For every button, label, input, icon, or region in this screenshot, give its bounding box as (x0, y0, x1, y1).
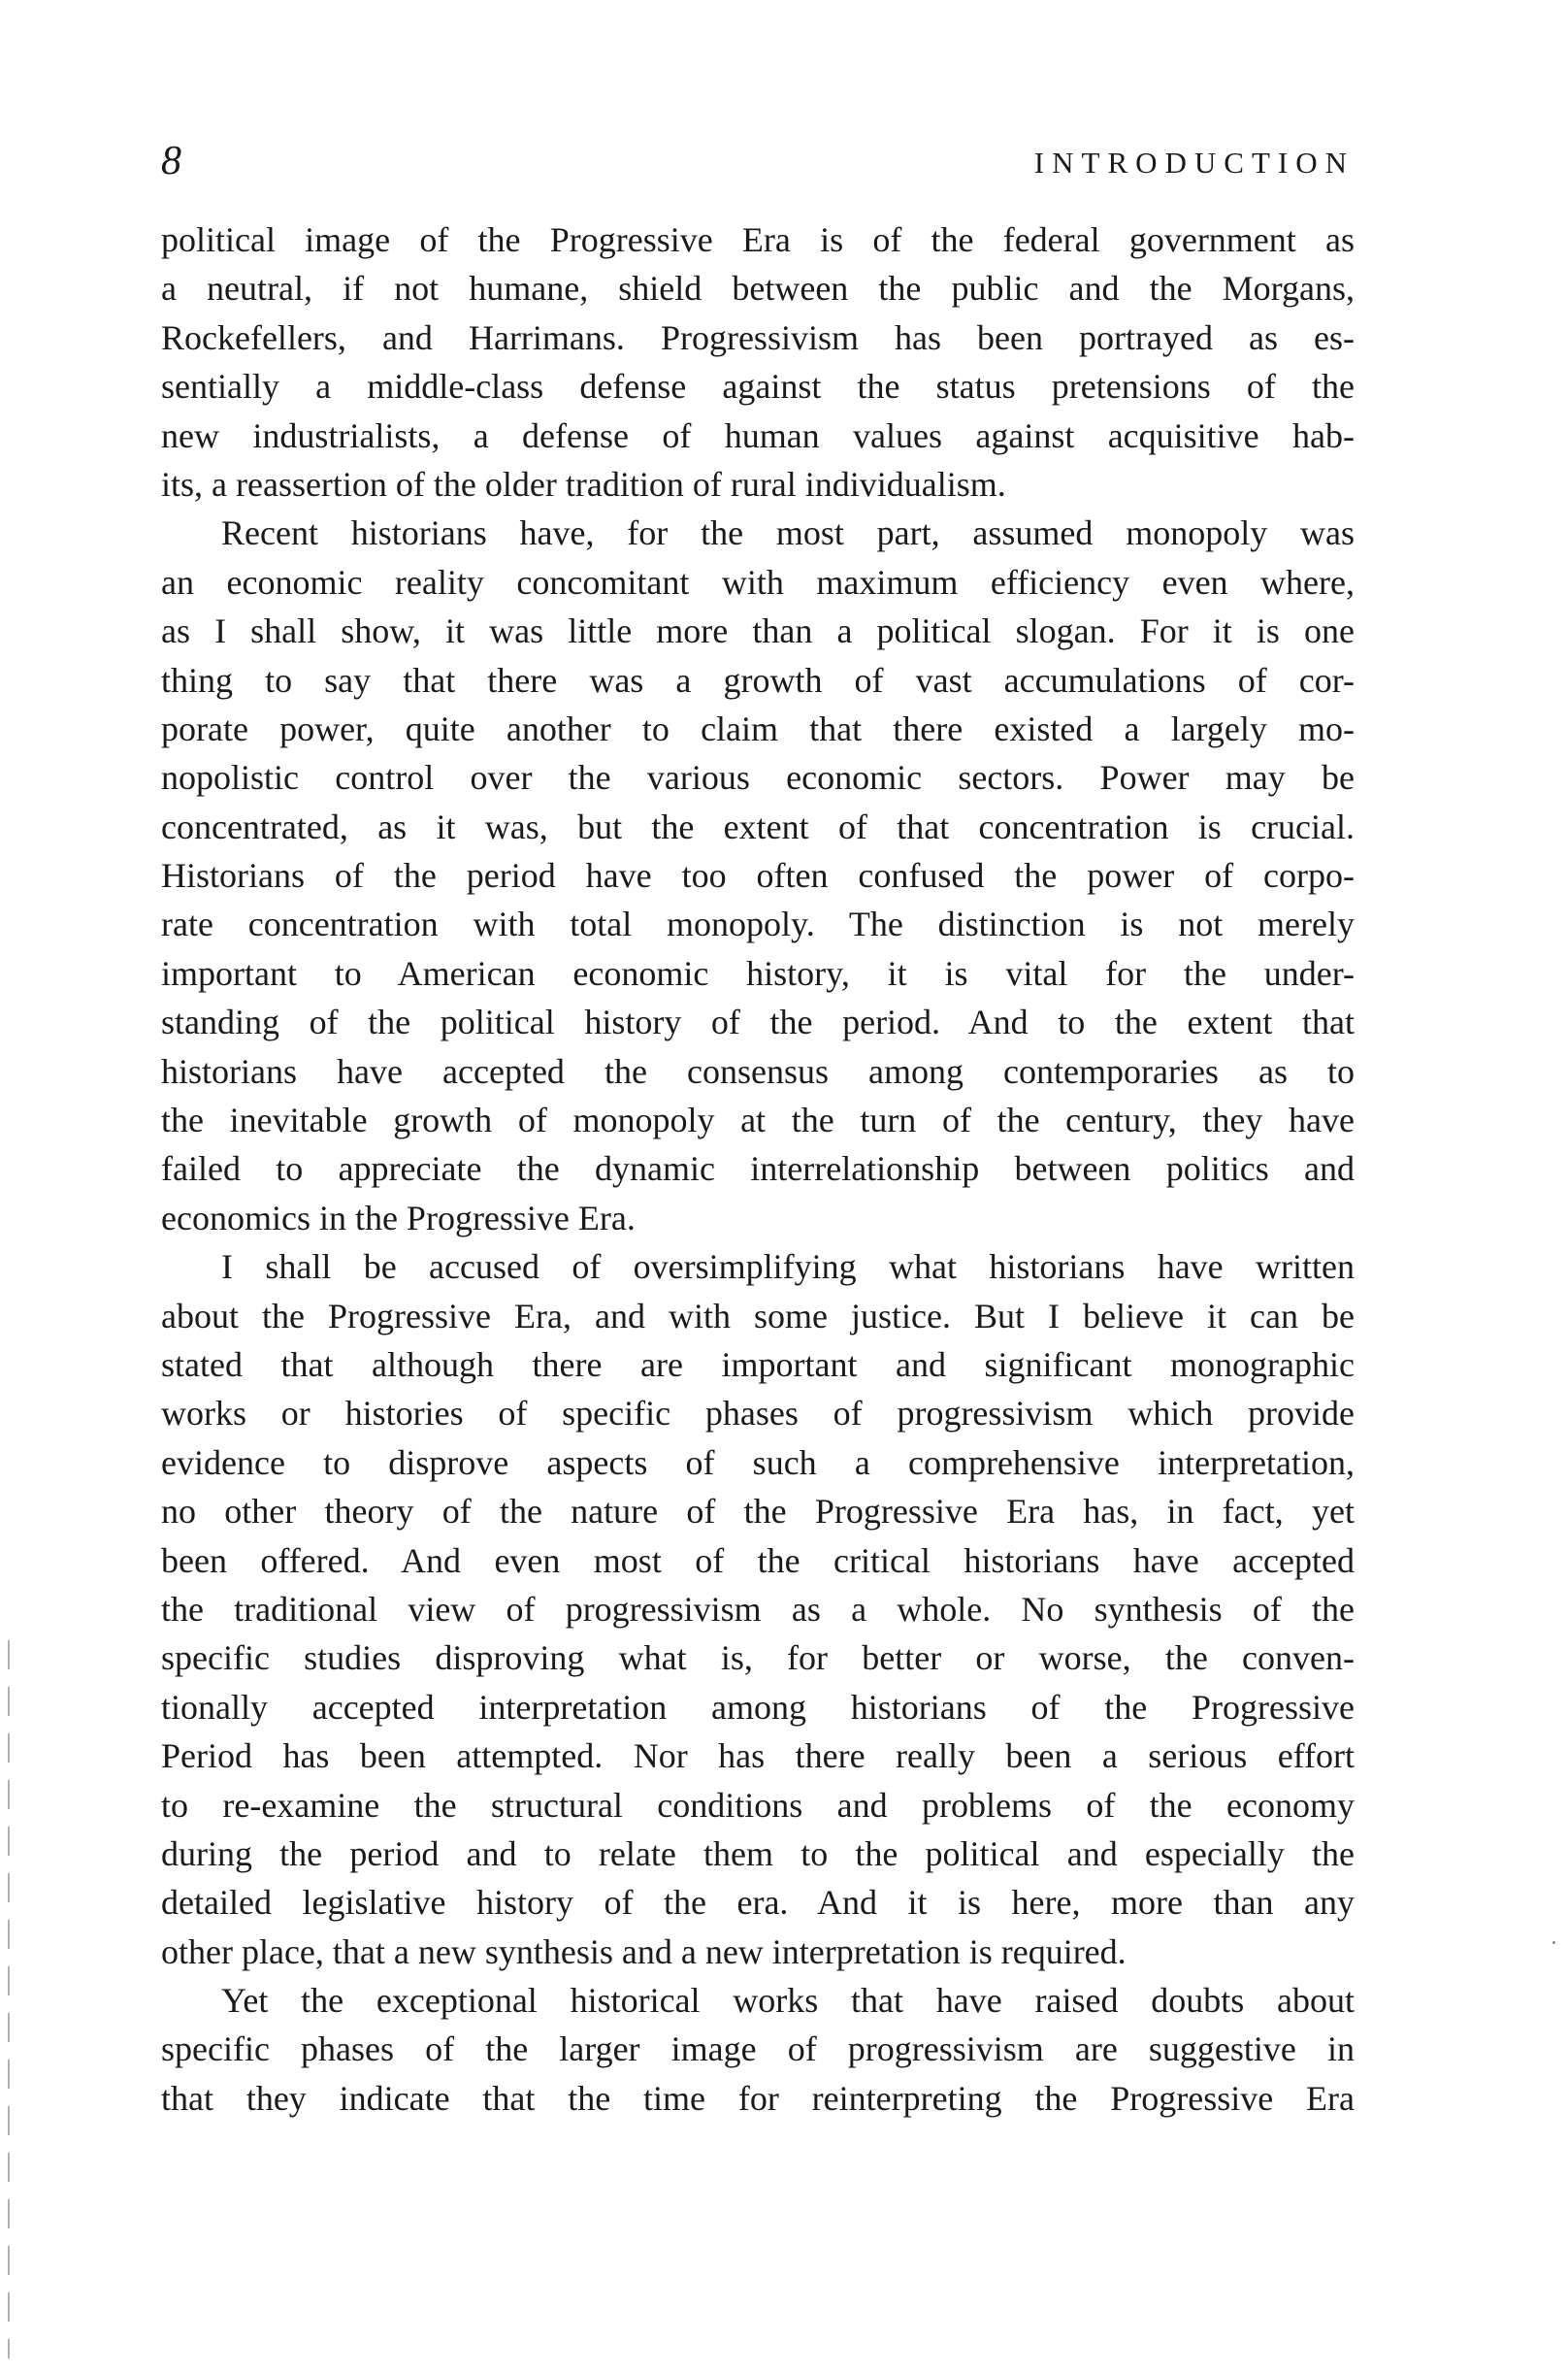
text-line: I shall be accused of oversimplifying what historians have written (221, 1247, 1355, 1287)
text-line: political image of the Progressive Era is of the federal government as (161, 220, 1355, 259)
text-line: the inevitable growth of monopoly at the turn of the century, they have (161, 1101, 1355, 1140)
text-line: about the Progressive Era, and with some justice. But I believe it can be (161, 1296, 1355, 1335)
text-line: Historians of the period have too often confused the power of corpo- (161, 856, 1355, 896)
scan-speck (1552, 1941, 1555, 1944)
text-line: Period has been attempted. Nor has there really been a serious effort (161, 1736, 1355, 1776)
text-line: its, a reassertion of the older tradition of rural individualism. (161, 464, 1006, 504)
text-line: been offered. And even most of the critical historians have accepted (161, 1540, 1355, 1580)
text-line: important to American economic history, it is vital for the under- (161, 953, 1355, 993)
text-line: specific studies disproving what is, for better or worse, the conven- (161, 1638, 1355, 1678)
text-line: to re-examine the structural conditions and problems of the economy (161, 1785, 1355, 1825)
text-line: the traditional view of progressivism as a whole. No synthesis of the (161, 1589, 1355, 1629)
text-line: historians have accepted the consensus among contemporaries as to (161, 1051, 1355, 1091)
text-line: Recent historians have, for the most part, assumed monopoly was (221, 513, 1355, 553)
body-text (161, 215, 1355, 2123)
text-line: other place, that a new synthesis and a new interpretation is required. (161, 1931, 1127, 1971)
text-line: rate concentration with total monopoly. The distinction is not merely (161, 905, 1355, 944)
text-line: nopolistic control over the various economic sectors. Power may be (161, 758, 1355, 798)
text-line: works or histories of specific phases of progressivism which provide (161, 1394, 1355, 1434)
text-line: new industrialists, a defense of human values against acquisitive hab- (161, 415, 1355, 455)
text-line: no other theory of the nature of the Progressive Era has, in fact, yet (161, 1492, 1355, 1532)
page-number: 8 (161, 139, 181, 183)
running-head: INTRODUCTION (1033, 146, 1355, 180)
text-line: concentrated, as it was, but the extent of that concentration is crucial. (161, 807, 1355, 846)
text-line: detailed legislative history of the era. And it is here, more than any (161, 1883, 1355, 1923)
text-line: standing of the political history of the period. And to the extent that (161, 1003, 1355, 1042)
text-line: thing to say that there was a growth of vast accumulations of cor- (161, 660, 1355, 700)
text-line: specific phases of the larger image of progressivism are suggestive in (161, 2029, 1355, 2069)
text-line: an economic reality concomitant with maximum efficiency even where, (161, 562, 1355, 602)
scan-margin-artifact (8, 1640, 10, 2358)
text-line: stated that although there are important and significant monographic (161, 1344, 1355, 1384)
text-line: Yet the exceptional historical works that have raised doubts about (221, 1981, 1355, 2021)
text-line: economics in the Progressive Era. (161, 1198, 636, 1237)
text-line: Rockefellers, and Harrimans. Progressivism has been portrayed as es- (161, 317, 1355, 357)
text-line: that they indicate that the time for reinterpreting the Progressive Era (161, 2078, 1355, 2118)
text-line: sentially a middle-class defense against the status pretensions of the (161, 367, 1355, 407)
text-line: tionally accepted interpretation among historians of the Progressive (161, 1687, 1355, 1727)
text-line: a neutral, if not humane, shield between the public and the Morgans, (161, 269, 1355, 309)
text-line: failed to appreciate the dynamic interrelationship between politics and (161, 1149, 1355, 1189)
text-line: evidence to disprove aspects of such a comprehensive interpretation, (161, 1442, 1355, 1482)
text-line: during the period and to relate them to the political and especially the (161, 1833, 1355, 1873)
text-line: as I shall show, it was little more than a political slogan. For it is one (161, 611, 1355, 651)
text-line: porate power, quite another to claim that there existed a largely mo- (161, 709, 1355, 748)
